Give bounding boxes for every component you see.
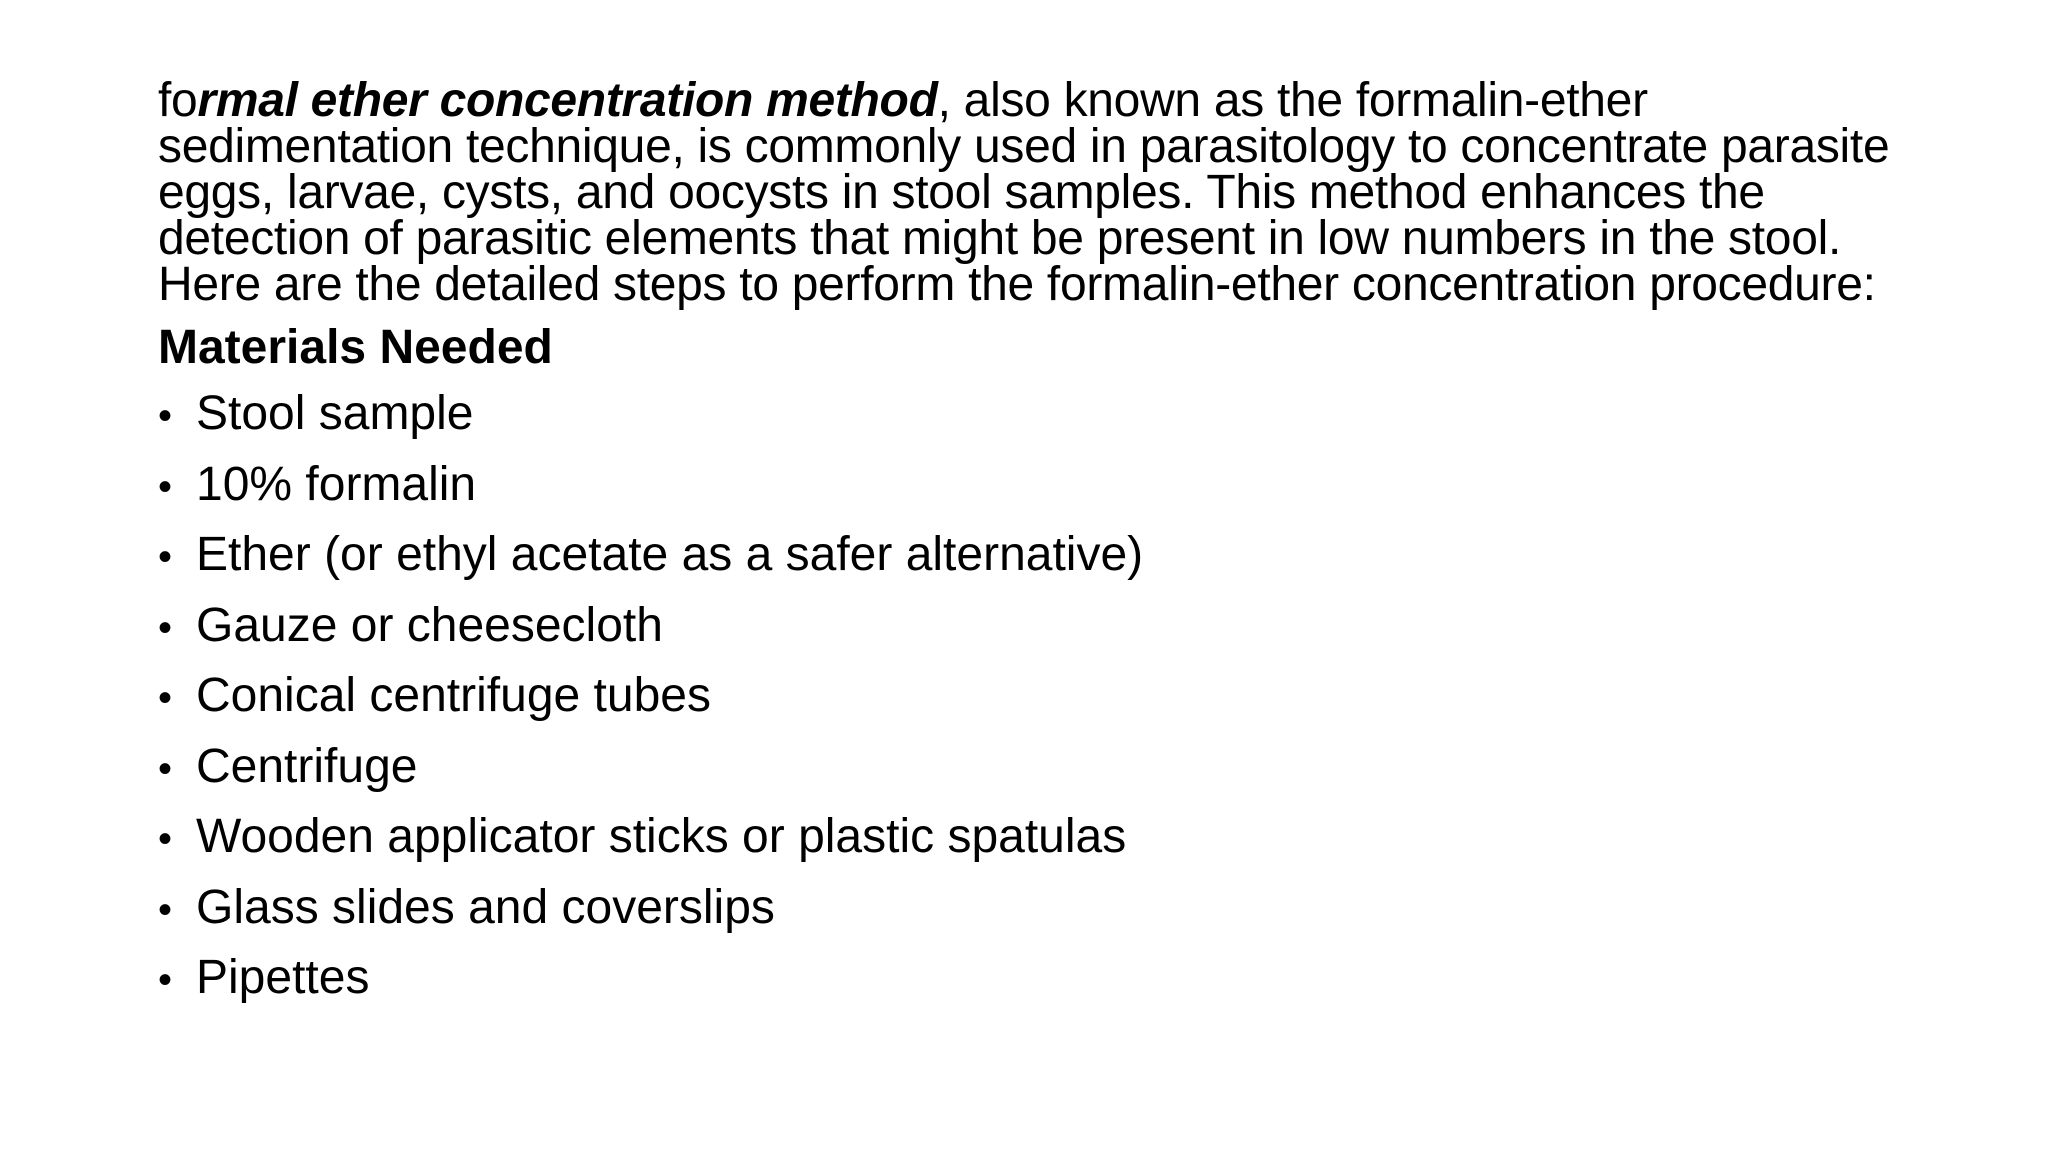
list-item-text: Centrifuge [196, 739, 418, 793]
bullet-icon: • [158, 535, 173, 579]
list-item-text: Ether (or ethyl acetate as a safer alternative) [196, 528, 1144, 581]
intro-prefix: fo [158, 74, 198, 127]
list-item [158, 527, 1918, 585]
list-item [158, 598, 1918, 656]
list-item-text: Gauze or cheesecloth [196, 598, 663, 652]
list-item-text: 10% formalin [196, 457, 477, 511]
list-item-text: Glass slides and coverslips [196, 880, 775, 934]
list-item-text: Stool sample [196, 387, 474, 440]
list-item [158, 386, 1918, 444]
materials-list [158, 386, 1918, 1008]
list-item [158, 668, 1918, 726]
intro-text: , also known as the formalin-ether sedimentation technique, is commonly used in parasitology to concentrate parasite eggs, larvae, cysts, and oocysts in stool samples. This method enhances the detection of parasitic elements that might be present in low numbers in the stool. Here are the detailed steps to perform the formalin-ether concentration procedure: [158, 74, 1890, 311]
list-item [158, 457, 1918, 515]
bullet-icon: • [158, 464, 173, 509]
bullet-icon: • [158, 605, 173, 650]
list-item-text: Pipettes [196, 951, 370, 1004]
bullet-icon: • [158, 887, 173, 932]
materials-heading: Materials Needed [158, 321, 553, 374]
bullet-icon: • [158, 746, 173, 791]
bullet-icon: • [158, 394, 173, 438]
list-item [158, 880, 1918, 938]
list-item-text: Conical centrifuge tubes [196, 669, 711, 722]
intro-paragraph [158, 74, 1918, 311]
slide-content [158, 74, 1918, 1021]
bullet-icon: • [158, 958, 173, 1002]
list-item-text: Wooden applicator sticks or plastic spatulas [196, 810, 1127, 863]
bullet-icon: • [158, 676, 173, 720]
list-item [158, 809, 1918, 867]
intro-emphasis: rmal ether concentration method [197, 74, 938, 127]
bullet-icon: • [158, 817, 173, 861]
list-item [158, 739, 1918, 797]
list-item [158, 950, 1918, 1008]
